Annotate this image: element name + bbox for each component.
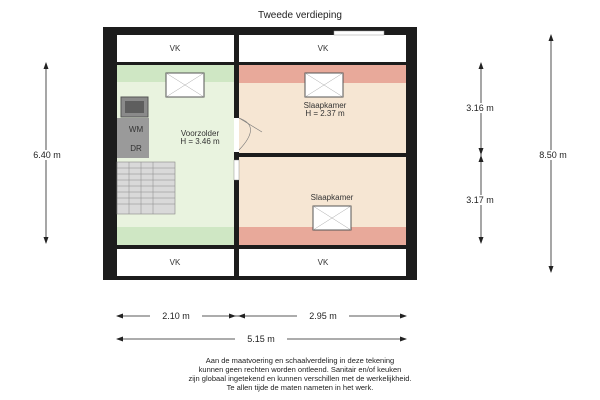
wm-label: WM: [128, 125, 144, 134]
disclaimer-line: zijn globaal ingetekend en kunnen verschillen met de werkelijkheid.: [188, 374, 412, 383]
vk-bottom-left-label: VK: [169, 258, 181, 267]
dimension-bottom-total: 5.15 m: [235, 334, 287, 344]
voorzolder-label: Voorzolder: [180, 129, 220, 138]
dimension-bottom-right: 2.95 m: [297, 311, 349, 321]
disclaimer-line: Te allen tijde de maten nameten in het werk.: [226, 383, 374, 392]
stairs-icon: [117, 162, 175, 214]
vk-top-left-label: VK: [169, 44, 181, 53]
dr-label: DR: [130, 144, 142, 153]
slaapkamer-1-height: H = 2.37 m: [305, 109, 345, 118]
disclaimer: [60, 356, 540, 392]
slaapkamer-2-label: Slaapkamer: [310, 193, 354, 202]
dimension-right-total: 8.50 m: [526, 150, 580, 160]
disclaimer-line: Aan de maatvoering en schaalverdeling in deze tekening: [205, 356, 395, 365]
dimension-right-lower: 3.17 m: [453, 195, 507, 205]
dimension-left-height: 6.40 m: [20, 150, 74, 160]
voorzolder-height: H = 3.46 m: [180, 137, 220, 146]
window-top: [334, 31, 384, 35]
dimension-right-upper: 3.16 m: [453, 103, 507, 113]
slaapkamer-1-label: Slaapkamer: [303, 101, 347, 110]
door-opening-2: [234, 160, 239, 180]
vk-bottom-right-label: VK: [317, 258, 329, 267]
disclaimer-line: kunnen geen rechten worden ontleend. Sanitair en/of keuken: [198, 365, 402, 374]
dimension-bottom-left: 2.10 m: [150, 311, 202, 321]
voorzolder-band-bottom: [117, 227, 234, 245]
vk-top-right-label: VK: [317, 44, 329, 53]
floor-title: Tweede verdieping: [258, 10, 342, 21]
